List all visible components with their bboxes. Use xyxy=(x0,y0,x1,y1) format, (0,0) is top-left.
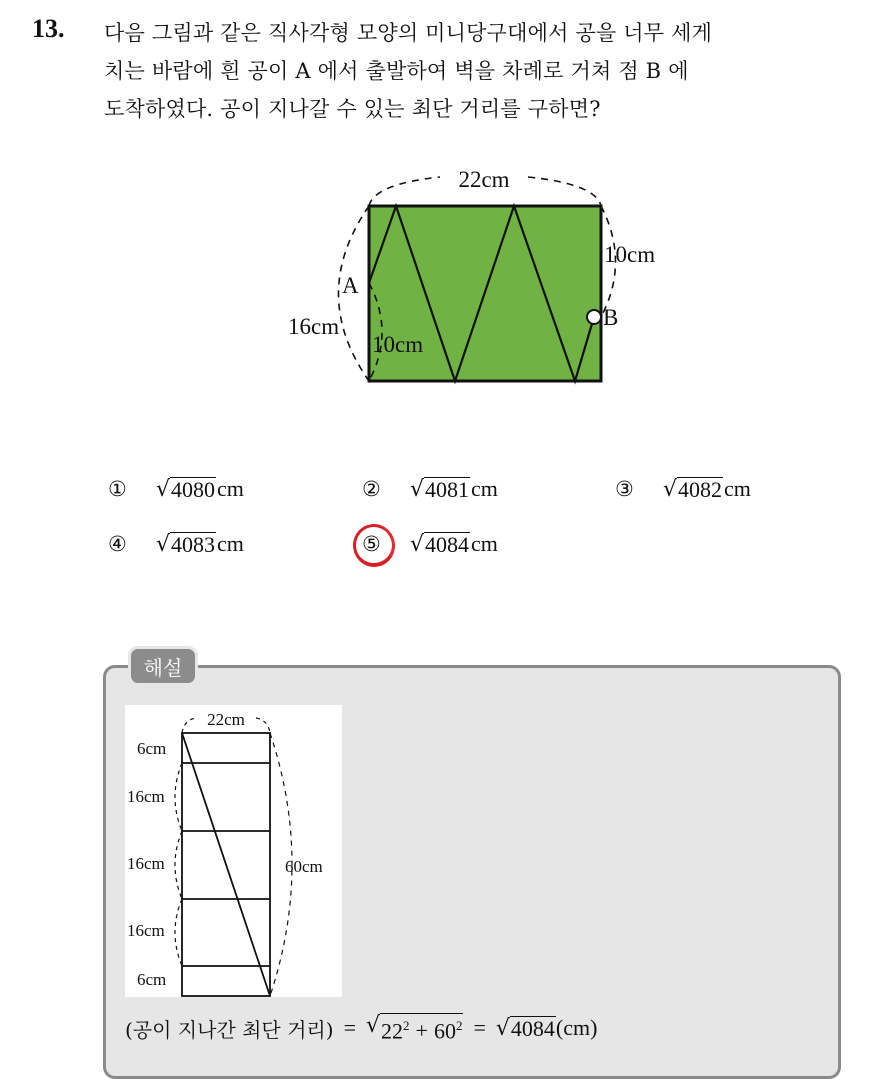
question-line: 치는 바람에 흰 공이 A 에서 출발하여 벽을 차례로 거쳐 점 B 에 xyxy=(104,59,689,83)
question-number: 13. xyxy=(32,14,65,43)
question-line: 다음 그림과 같은 직사각형 모양의 미니당구대에서 공을 너무 세게 xyxy=(104,21,713,45)
left-dimension-arc xyxy=(175,763,182,831)
radical-sign: √ xyxy=(495,1015,510,1041)
radicand: 4080 xyxy=(171,476,216,502)
radical-sign: √ xyxy=(156,531,171,557)
equals-sign: = xyxy=(343,1015,356,1041)
radical-sign: √ xyxy=(410,476,425,502)
base: 60 xyxy=(433,1018,456,1044)
base: 22 xyxy=(381,1018,404,1044)
width-label: 22cm xyxy=(458,167,510,192)
choice-number: ② xyxy=(362,477,381,501)
unit: cm xyxy=(217,531,244,556)
radicand: 4083 xyxy=(171,531,216,557)
unit: cm xyxy=(217,476,244,501)
segment-label: 16cm xyxy=(127,854,165,873)
question-line: 도착하였다. 공이 지나갈 수 있는 최단 거리를 구하면? xyxy=(104,97,601,121)
exponent: 2 xyxy=(455,1018,463,1033)
segment-label: 6cm xyxy=(137,970,167,989)
unit: (cm) xyxy=(555,1015,598,1041)
left-dimension-arc xyxy=(175,831,182,899)
radicand: 4081 xyxy=(425,476,470,502)
choice-number: ④ xyxy=(108,532,127,556)
segment-label: 16cm xyxy=(127,921,165,940)
shortest-path-line xyxy=(182,733,270,996)
radicand: 4082 xyxy=(678,476,723,502)
right-segment-label: 10cm xyxy=(604,242,656,267)
choice-number: ③ xyxy=(615,477,634,501)
unit: cm xyxy=(724,476,751,501)
point-a-label: A xyxy=(342,273,359,298)
top-width-label: 22cm xyxy=(207,710,245,729)
segment-label: 6cm xyxy=(137,739,167,758)
radical-sign: √ xyxy=(156,476,171,502)
total-length-label: 60cm xyxy=(285,857,323,876)
sqrt-expression xyxy=(366,1013,463,1043)
equals-sign: = xyxy=(473,1015,486,1041)
point-b-label: B xyxy=(603,305,619,330)
radical-sign: √ xyxy=(410,531,425,557)
formula-lhs: (공이 지나간 최단 거리) xyxy=(125,1017,334,1042)
radical-sign: √ xyxy=(663,476,678,502)
top-dimension-arc xyxy=(182,718,196,733)
unit: cm xyxy=(471,476,498,501)
exponent: 2 xyxy=(403,1018,410,1033)
left-segment-label: 10cm xyxy=(372,332,424,357)
radicand: 4084 xyxy=(425,531,470,557)
sqrt-expression xyxy=(496,1016,556,1041)
choice-number-text: ⑤ xyxy=(362,532,381,556)
choice-number: ① xyxy=(108,477,127,501)
solution-formula xyxy=(125,1013,597,1043)
unit: cm xyxy=(471,531,498,556)
radicand: 4084 xyxy=(510,1015,555,1041)
left-dimension-arc xyxy=(175,899,182,966)
height-label: 16cm xyxy=(288,314,340,339)
solution-label: 해설 xyxy=(128,646,198,686)
plus-sign: + xyxy=(415,1018,428,1044)
radicand xyxy=(380,1013,463,1043)
top-dimension-arc xyxy=(256,718,270,733)
segment-label: 16cm xyxy=(127,787,165,806)
radical-sign: √ xyxy=(365,1013,381,1038)
